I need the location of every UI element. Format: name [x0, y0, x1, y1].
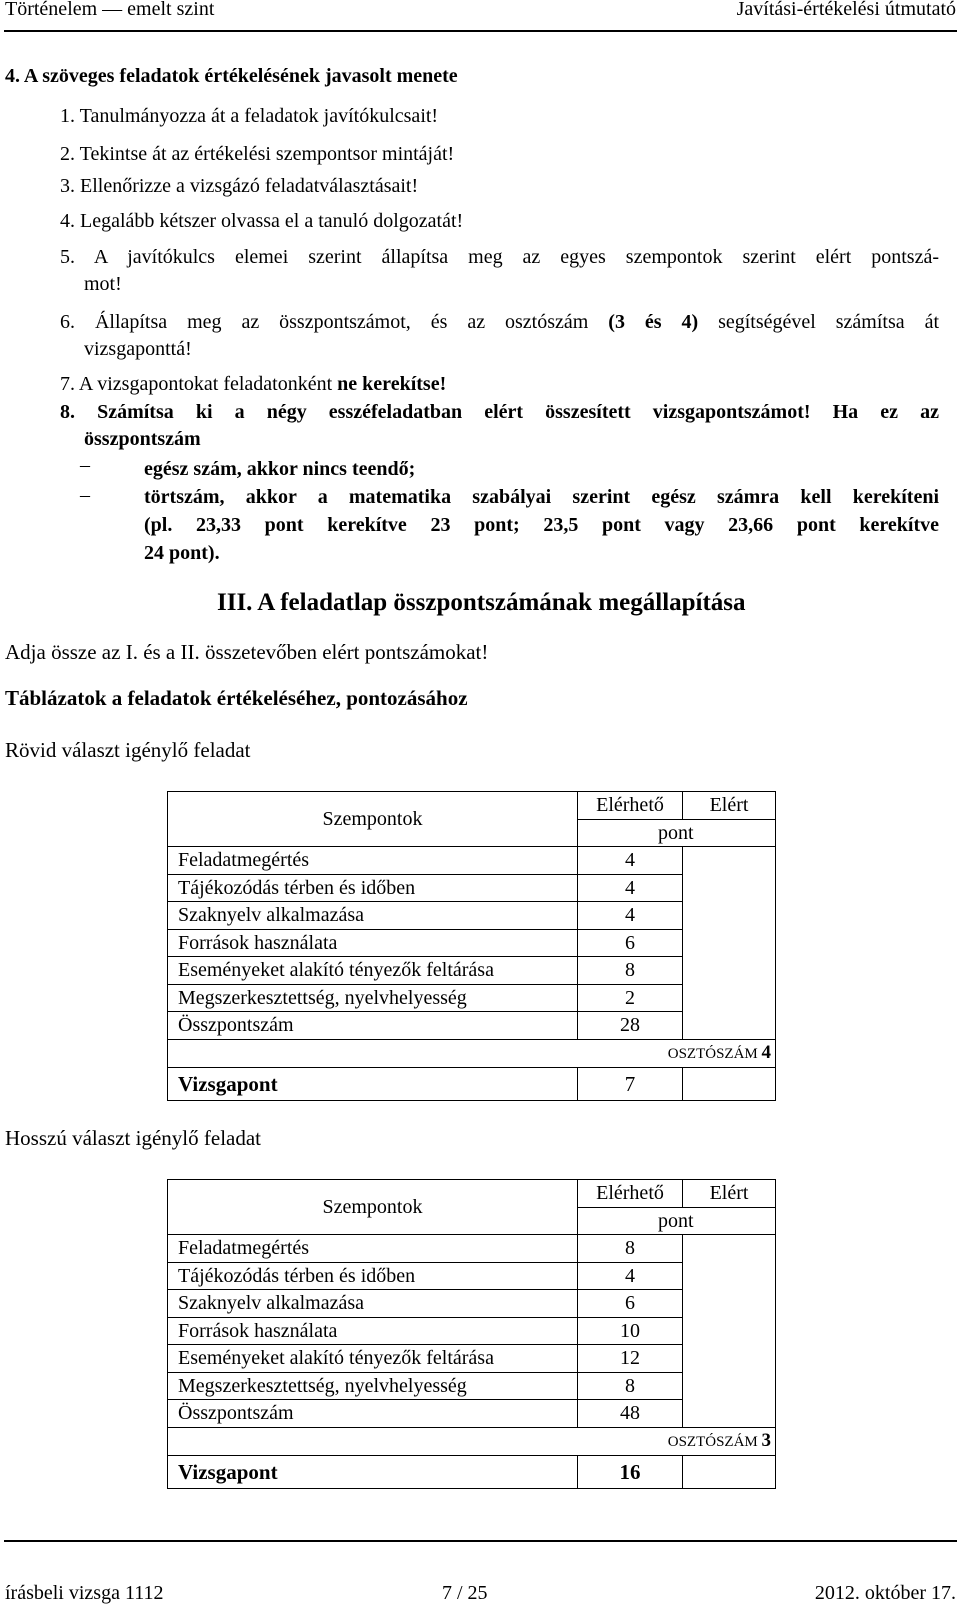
row-label: Megszerkesztettség, nyelvhelyesség — [168, 984, 578, 1012]
long-task-table — [167, 1179, 776, 1489]
page-number: 7 / 25 — [442, 1582, 488, 1604]
exam-points-label: Vizsgapont — [168, 1455, 578, 1488]
row-label: Tájékozódás térben és időben — [168, 1262, 578, 1290]
table-row — [168, 847, 776, 875]
row-label: Szaknyelv alkalmazása — [168, 902, 578, 930]
divisor-value: 4 — [761, 1041, 771, 1063]
footer-date: 2012. október 17. — [814, 1582, 956, 1604]
row-points: 8 — [578, 1372, 683, 1400]
row-label: Források használata — [168, 929, 578, 957]
col-available: Elérhető — [578, 1180, 683, 1208]
exam-points-row — [168, 1455, 776, 1488]
row-points: 4 — [578, 902, 683, 930]
row-label: Szaknyelv alkalmazása — [168, 1290, 578, 1318]
footer-rule — [4, 1540, 957, 1542]
step-8-cont: összpontszám — [84, 428, 201, 450]
page-header — [0, 0, 960, 30]
row-points: 28 — [578, 1012, 683, 1040]
row-points: 8 — [578, 1235, 683, 1263]
achieved-cell[interactable] — [683, 847, 776, 1040]
header-doc-type: Javítási-értékelési útmutató — [736, 0, 956, 20]
col-achieved: Elért — [683, 792, 776, 820]
table-header-row — [168, 792, 776, 820]
bullet-integer: egész szám, akkor nincs teendő; — [144, 458, 416, 480]
section-4-title: 4. A szöveges feladatok értékelésének javasolt menete — [5, 65, 458, 87]
bullet-fraction: törtszám, akkor a matematika szabályai szerint egész számra kell kerekíteni — [144, 486, 939, 508]
row-label: Tájékozódás térben és időben — [168, 874, 578, 902]
step-3: 3. Ellenőrizze a vizsgázó feladatválasztásait! — [60, 175, 419, 197]
achieved-cell[interactable] — [683, 1235, 776, 1428]
row-label: Megszerkesztettség, nyelvhelyesség — [168, 1372, 578, 1400]
row-label: Források használata — [168, 1317, 578, 1345]
step-7-a: 7. A vizsgapontokat feladatonként — [60, 373, 333, 395]
col-available: Elérhető — [578, 792, 683, 820]
row-points: 2 — [578, 984, 683, 1012]
step-1: 1. Tanulmányozza át a feladatok javítókulcsait! — [60, 105, 439, 127]
row-points: 48 — [578, 1400, 683, 1428]
step-7-b: ne kerekítse! — [337, 373, 447, 395]
step-6-c: segítségével számítsa át — [718, 311, 939, 333]
row-label: Eseményeket alakító tényezők feltárása — [168, 1345, 578, 1373]
exam-points-achieved[interactable] — [683, 1067, 776, 1100]
col-criteria: Szempontok — [168, 1180, 578, 1235]
step-6-cont: vizsgaponttá! — [84, 338, 192, 360]
table-row — [168, 1235, 776, 1263]
section-3-title: III. A feladatlap összpontszámának megállapítása — [217, 589, 746, 616]
header-rule — [4, 30, 957, 32]
long-task-title: Hosszú választ igénylő feladat — [5, 1126, 261, 1150]
table-header-row — [168, 1180, 776, 1208]
short-task-table — [167, 791, 776, 1101]
row-points: 10 — [578, 1317, 683, 1345]
tables-title: Táblázatok a feladatok értékeléséhez, pontozásához — [5, 686, 468, 710]
step-4: 4. Legalább kétszer olvassa el a tanuló dolgozatát! — [60, 210, 464, 232]
footer-exam: írásbeli vizsga 1112 — [5, 1582, 164, 1604]
col-criteria: Szempontok — [168, 792, 578, 847]
dash-bullet: – — [80, 454, 90, 476]
bullet-example: (pl. 23,33 pont kerekítve 23 pont; 23,5 pont vagy 23,66 pont kerekítve — [144, 514, 939, 536]
row-points: 12 — [578, 1345, 683, 1373]
row-label: Összpontszám — [168, 1400, 578, 1428]
step-2: 2. Tekintse át az értékelési szempontsor mintáját! — [60, 143, 455, 165]
divisor-value: 3 — [761, 1429, 771, 1451]
row-points: 6 — [578, 1290, 683, 1318]
row-points: 4 — [578, 847, 683, 875]
exam-points-achieved[interactable] — [683, 1455, 776, 1488]
step-6 — [60, 310, 939, 334]
col-points: pont — [578, 1207, 776, 1235]
step-7 — [60, 372, 446, 396]
exam-points-row — [168, 1067, 776, 1100]
divisor-label: OSZTÓSZÁM — [667, 1433, 758, 1450]
divisor-row — [168, 1039, 776, 1067]
header-subject: Történelem — emelt szint — [5, 0, 215, 20]
short-task-title: Rövid választ igénylő feladat — [5, 738, 251, 762]
step-8-b: Ha ez az — [832, 401, 939, 423]
exam-points-value: 7 — [578, 1067, 683, 1100]
step-5: 5. A javítókulcs elemei szerint állapítsa meg az egyes szempontok szerint elért pontszá- — [60, 246, 939, 268]
dash-bullet: – — [80, 484, 90, 506]
col-points: pont — [578, 819, 776, 847]
row-label: Összpontszám — [168, 1012, 578, 1040]
step-6-a: 6. Állapítsa meg az összpontszámot, és az osztószám — [60, 311, 589, 333]
row-label: Feladatmegértés — [168, 1235, 578, 1263]
divisor-row — [168, 1427, 776, 1455]
row-points: 4 — [578, 1262, 683, 1290]
step-8 — [60, 400, 939, 424]
exam-points-value: 16 — [578, 1455, 683, 1488]
row-points: 8 — [578, 957, 683, 985]
row-label: Eseményeket alakító tényezők feltárása — [168, 957, 578, 985]
row-points: 6 — [578, 929, 683, 957]
row-points: 4 — [578, 874, 683, 902]
divisor-label: OSZTÓSZÁM — [667, 1045, 758, 1062]
step-5-cont: mot! — [84, 273, 122, 295]
step-8-a: 8. Számítsa ki a négy esszéfeladatban elért összesített vizsgapontszámot! — [60, 401, 811, 423]
col-achieved: Elért — [683, 1180, 776, 1208]
section-3-text: Adja össze az I. és a II. összetevőben elért pontszámokat! — [5, 640, 489, 664]
row-label: Feladatmegértés — [168, 847, 578, 875]
bullet-example-cont: 24 pont). — [144, 542, 220, 564]
exam-points-label: Vizsgapont — [168, 1067, 578, 1100]
step-6-b: (3 és 4) — [608, 311, 699, 333]
